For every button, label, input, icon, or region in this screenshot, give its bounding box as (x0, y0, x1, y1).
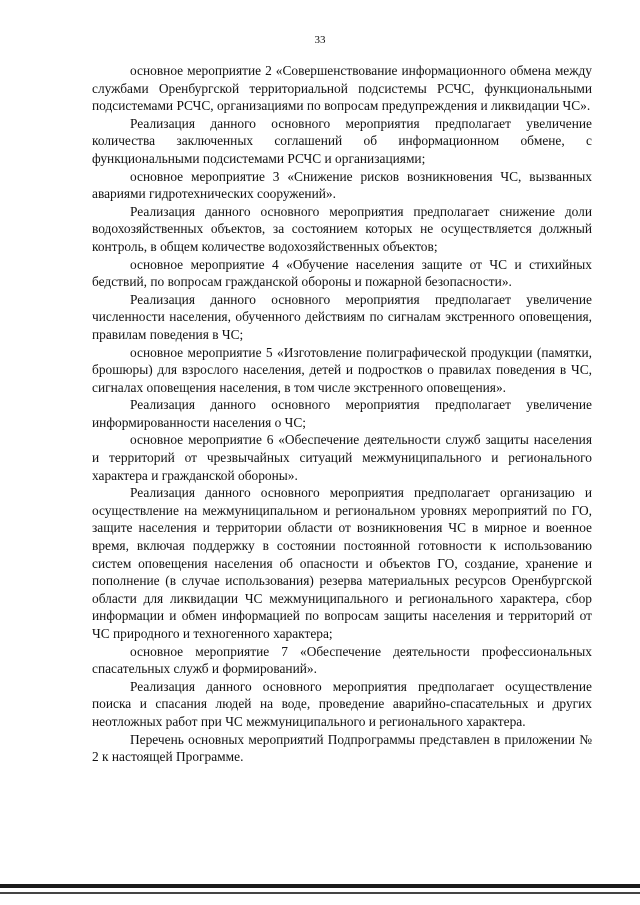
paragraph: Реализация данного основного мероприятия предполагает увеличение численности населения, обученного действиям по сигналам экстренного оповещения, правилам поведения в ЧС; (92, 291, 592, 342)
paragraph: основное мероприятие 5 «Изготовление полиграфической продукции (памятки, брошюры) для взрослого населения, детей и подростков о правилах поведения в ЧС, сигналах оповещения населения, в том числе экстренного оповещения». (92, 344, 592, 395)
paragraph: Реализация данного основного мероприятия предполагает организацию и осуществление на межмуниципальном и региональном уровнях мероприятий по ГО, защите населения и территории области от возникновения ЧС в мирное и военное время, включая поддержку в состоянии постоянной готовности к использованию систем оповещения населения об опасности и объектов ГО, создание, хранение и пополнение (в случае использования) резерва материальных ресурсов Оренбургской области для ликвидации ЧС межмуниципального и регионального характера, сбор информации и обмен информацией по вопросам защиты населения и территорий от ЧС природного и техногенного характера; (92, 485, 592, 641)
paragraph: Реализация данного основного мероприятия предполагает увеличение информированности населения о ЧС; (92, 397, 592, 430)
paragraph: Реализация данного основного мероприятия предполагает осуществление поиска и спасания людей на воде, проведение аварийно-спасательных и других неотложных работ при ЧС межмуниципального и регионального характера. (92, 678, 592, 729)
paragraph: Перечень основных мероприятий Подпрограммы представлен в приложении № 2 к настоящей Программе. (92, 731, 592, 765)
paragraph: основное мероприятие 7 «Обеспечение деятельности профессиональных спасательных служб и формирований». (92, 643, 592, 677)
paragraph: основное мероприятие 2 «Совершенствование информационного обмена между службами Оренбургской территориальной подсистемы РСЧС, функциональными подсистемами РСЧС, организациями по вопросам предупреждения и ликвидации ЧС». (92, 63, 592, 114)
paragraph: Реализация данного основного мероприятия предполагает увеличение количества заключенных соглашений об информационном обмене, с функциональными подсистемами РСЧС и организациями; (92, 115, 592, 166)
paragraph: основное мероприятие 6 «Обеспечение деятельности служб защиты населения и территорий от чрезвычайных ситуаций межмуниципального и регионального характера и гражданской обороны». (92, 432, 592, 483)
page-number: 33 (314, 34, 326, 46)
paragraph: основное мероприятие 4 «Обучение населения защите от ЧС и стихийных бедствий, по вопросам гражданской обороны и пожарной безопасности». (92, 256, 592, 290)
paragraph: Реализация данного основного мероприятия предполагает снижение доли водохозяйственных объектов, за состоянием которых не осуществляется должный контроль, в общем количестве водохозяйственных объектов; (92, 203, 592, 254)
paragraph: основное мероприятие 3 «Снижение рисков возникновения ЧС, вызванных авариями гидротехнических сооружений». (92, 168, 592, 202)
scan-edge-line (0, 884, 640, 888)
scan-edge-line-secondary (0, 892, 640, 894)
document-body (92, 62, 592, 766)
